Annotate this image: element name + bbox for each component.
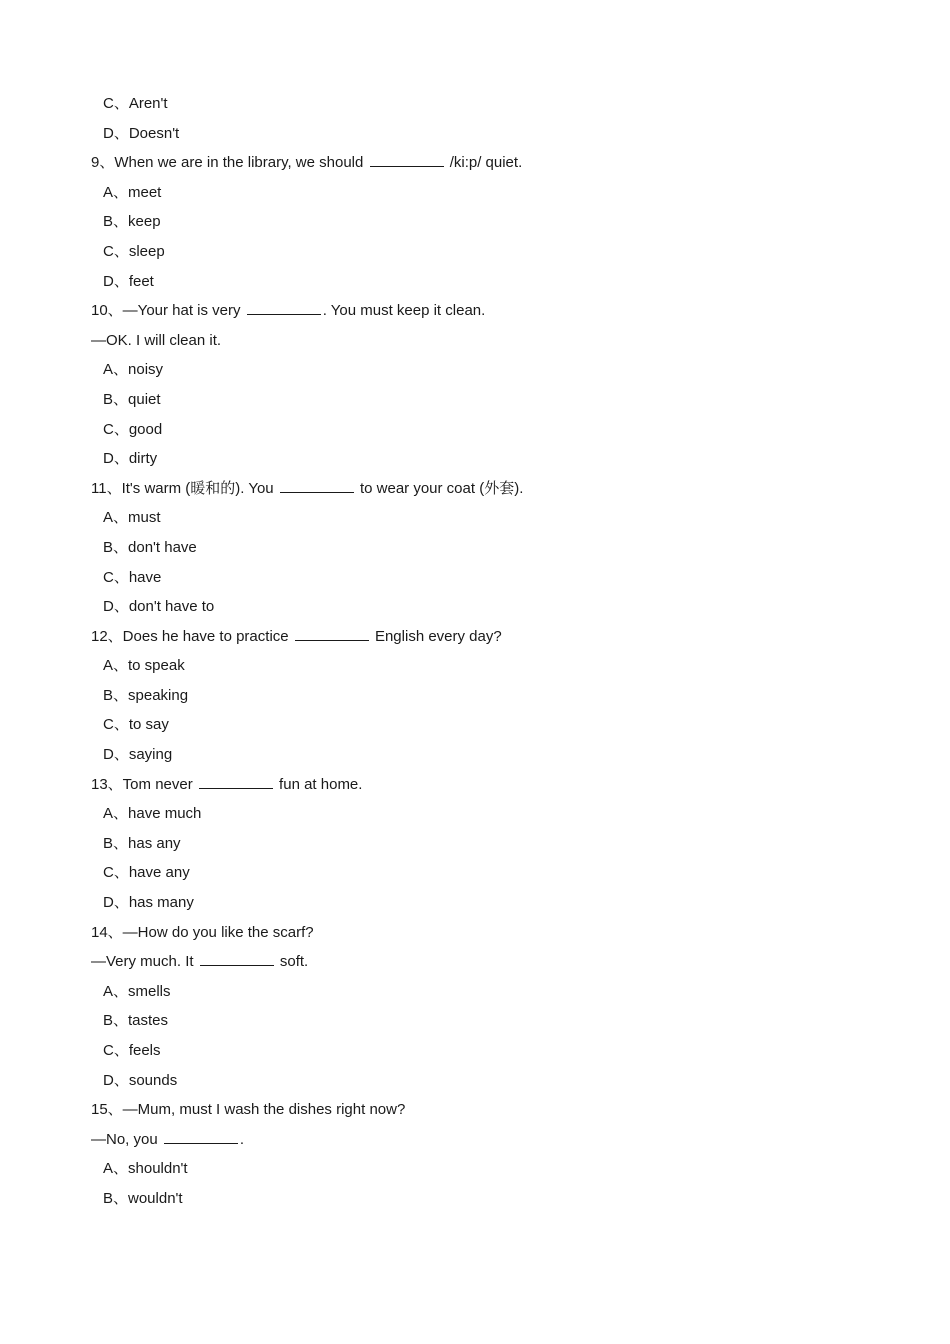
answer-blank	[164, 1128, 238, 1144]
answer-option	[91, 447, 871, 477]
answer-blank	[280, 477, 354, 493]
answer-option	[91, 832, 871, 862]
answer-option	[91, 1157, 871, 1187]
answer-option	[91, 388, 871, 418]
option-text: A、must	[103, 509, 161, 527]
answer-blank	[247, 299, 321, 315]
question-text: 9、When we are in the library, we should	[91, 154, 368, 172]
option-text: A、shouldn't	[103, 1160, 188, 1178]
option-text: A、to speak	[103, 657, 185, 675]
answer-option	[91, 240, 871, 270]
question-text-tail: . You must keep it clean.	[322, 302, 486, 320]
option-text: B、don't have	[103, 538, 197, 556]
answer-option	[91, 122, 871, 152]
question-stem	[91, 950, 871, 980]
question-text: 10、—Your hat is very	[91, 302, 245, 320]
answer-option	[91, 181, 871, 211]
question-text-tail: English every day?	[370, 627, 502, 645]
answer-option	[91, 1039, 871, 1069]
answer-option	[91, 210, 871, 240]
option-text: A、smells	[103, 982, 171, 1000]
question-stem	[91, 151, 871, 181]
question-stem	[91, 299, 871, 329]
option-text: D、don't have to	[103, 598, 215, 616]
option-text: A、meet	[103, 183, 162, 201]
question-stem	[91, 477, 871, 507]
question-text-tail: to wear your coat (外套).	[355, 479, 524, 497]
option-text: C、have	[103, 568, 162, 586]
question-list	[91, 92, 871, 1217]
question-text-tail: .	[239, 1130, 245, 1148]
question-stem	[91, 921, 871, 951]
option-text: D、Doesn't	[103, 124, 180, 142]
question-text: 11、It's warm (暖和的). You	[91, 479, 278, 497]
answer-option	[91, 506, 871, 536]
answer-option	[91, 802, 871, 832]
answer-option	[91, 891, 871, 921]
question-text: 15、—Mum, must I wash the dishes right now?	[91, 1101, 406, 1119]
answer-option	[91, 358, 871, 388]
answer-option	[91, 536, 871, 566]
answer-option	[91, 684, 871, 714]
answer-option	[91, 980, 871, 1010]
option-text: A、noisy	[103, 361, 164, 379]
answer-option	[91, 92, 871, 122]
question-stem	[91, 1128, 871, 1158]
answer-blank	[200, 950, 274, 966]
option-text: D、dirty	[103, 450, 158, 468]
option-text: B、keep	[103, 213, 161, 231]
answer-option	[91, 861, 871, 891]
answer-option	[91, 743, 871, 773]
answer-option	[91, 566, 871, 596]
answer-option	[91, 1187, 871, 1217]
question-text: —Very much. It	[91, 953, 198, 971]
option-text: A、have much	[103, 805, 202, 823]
option-text: B、wouldn't	[103, 1189, 183, 1207]
option-text: B、has any	[103, 834, 181, 852]
option-text: B、quiet	[103, 390, 161, 408]
answer-blank	[199, 773, 273, 789]
question-text: 12、Does he have to practice	[91, 627, 293, 645]
question-text-tail: /ki:p/ quiet.	[445, 154, 523, 172]
question-stem	[91, 625, 871, 655]
dialogue-line	[91, 329, 871, 359]
question-text: 13、Tom never	[91, 775, 197, 793]
option-text: C、feels	[103, 1042, 161, 1059]
option-text: B、speaking	[103, 686, 189, 704]
option-text: D、sounds	[103, 1071, 178, 1089]
answer-option	[91, 418, 871, 448]
option-text: C、sleep	[103, 242, 165, 260]
option-text: C、Aren't	[103, 95, 168, 112]
dialogue-text: —OK. I will clean it.	[91, 331, 222, 349]
option-text: D、saying	[103, 746, 173, 764]
answer-blank	[295, 625, 369, 641]
option-text: D、feet	[103, 272, 154, 290]
option-text: B、tastes	[103, 1012, 169, 1030]
question-text: 14、—How do you like the scarf?	[91, 923, 314, 941]
question-stem	[91, 1098, 871, 1128]
question-text-tail: fun at home.	[274, 775, 363, 793]
answer-blank	[370, 151, 444, 167]
answer-option	[91, 1069, 871, 1099]
answer-option	[91, 654, 871, 684]
option-text: D、has many	[103, 894, 194, 912]
question-stem	[91, 773, 871, 803]
answer-option	[91, 1009, 871, 1039]
option-text: C、to say	[103, 716, 169, 734]
option-text: C、have any	[103, 864, 190, 882]
answer-option	[91, 270, 871, 300]
answer-option	[91, 713, 871, 743]
question-text-tail: soft.	[275, 953, 309, 971]
question-text: —No, you	[91, 1130, 162, 1148]
option-text: C、good	[103, 420, 163, 438]
answer-option	[91, 595, 871, 625]
